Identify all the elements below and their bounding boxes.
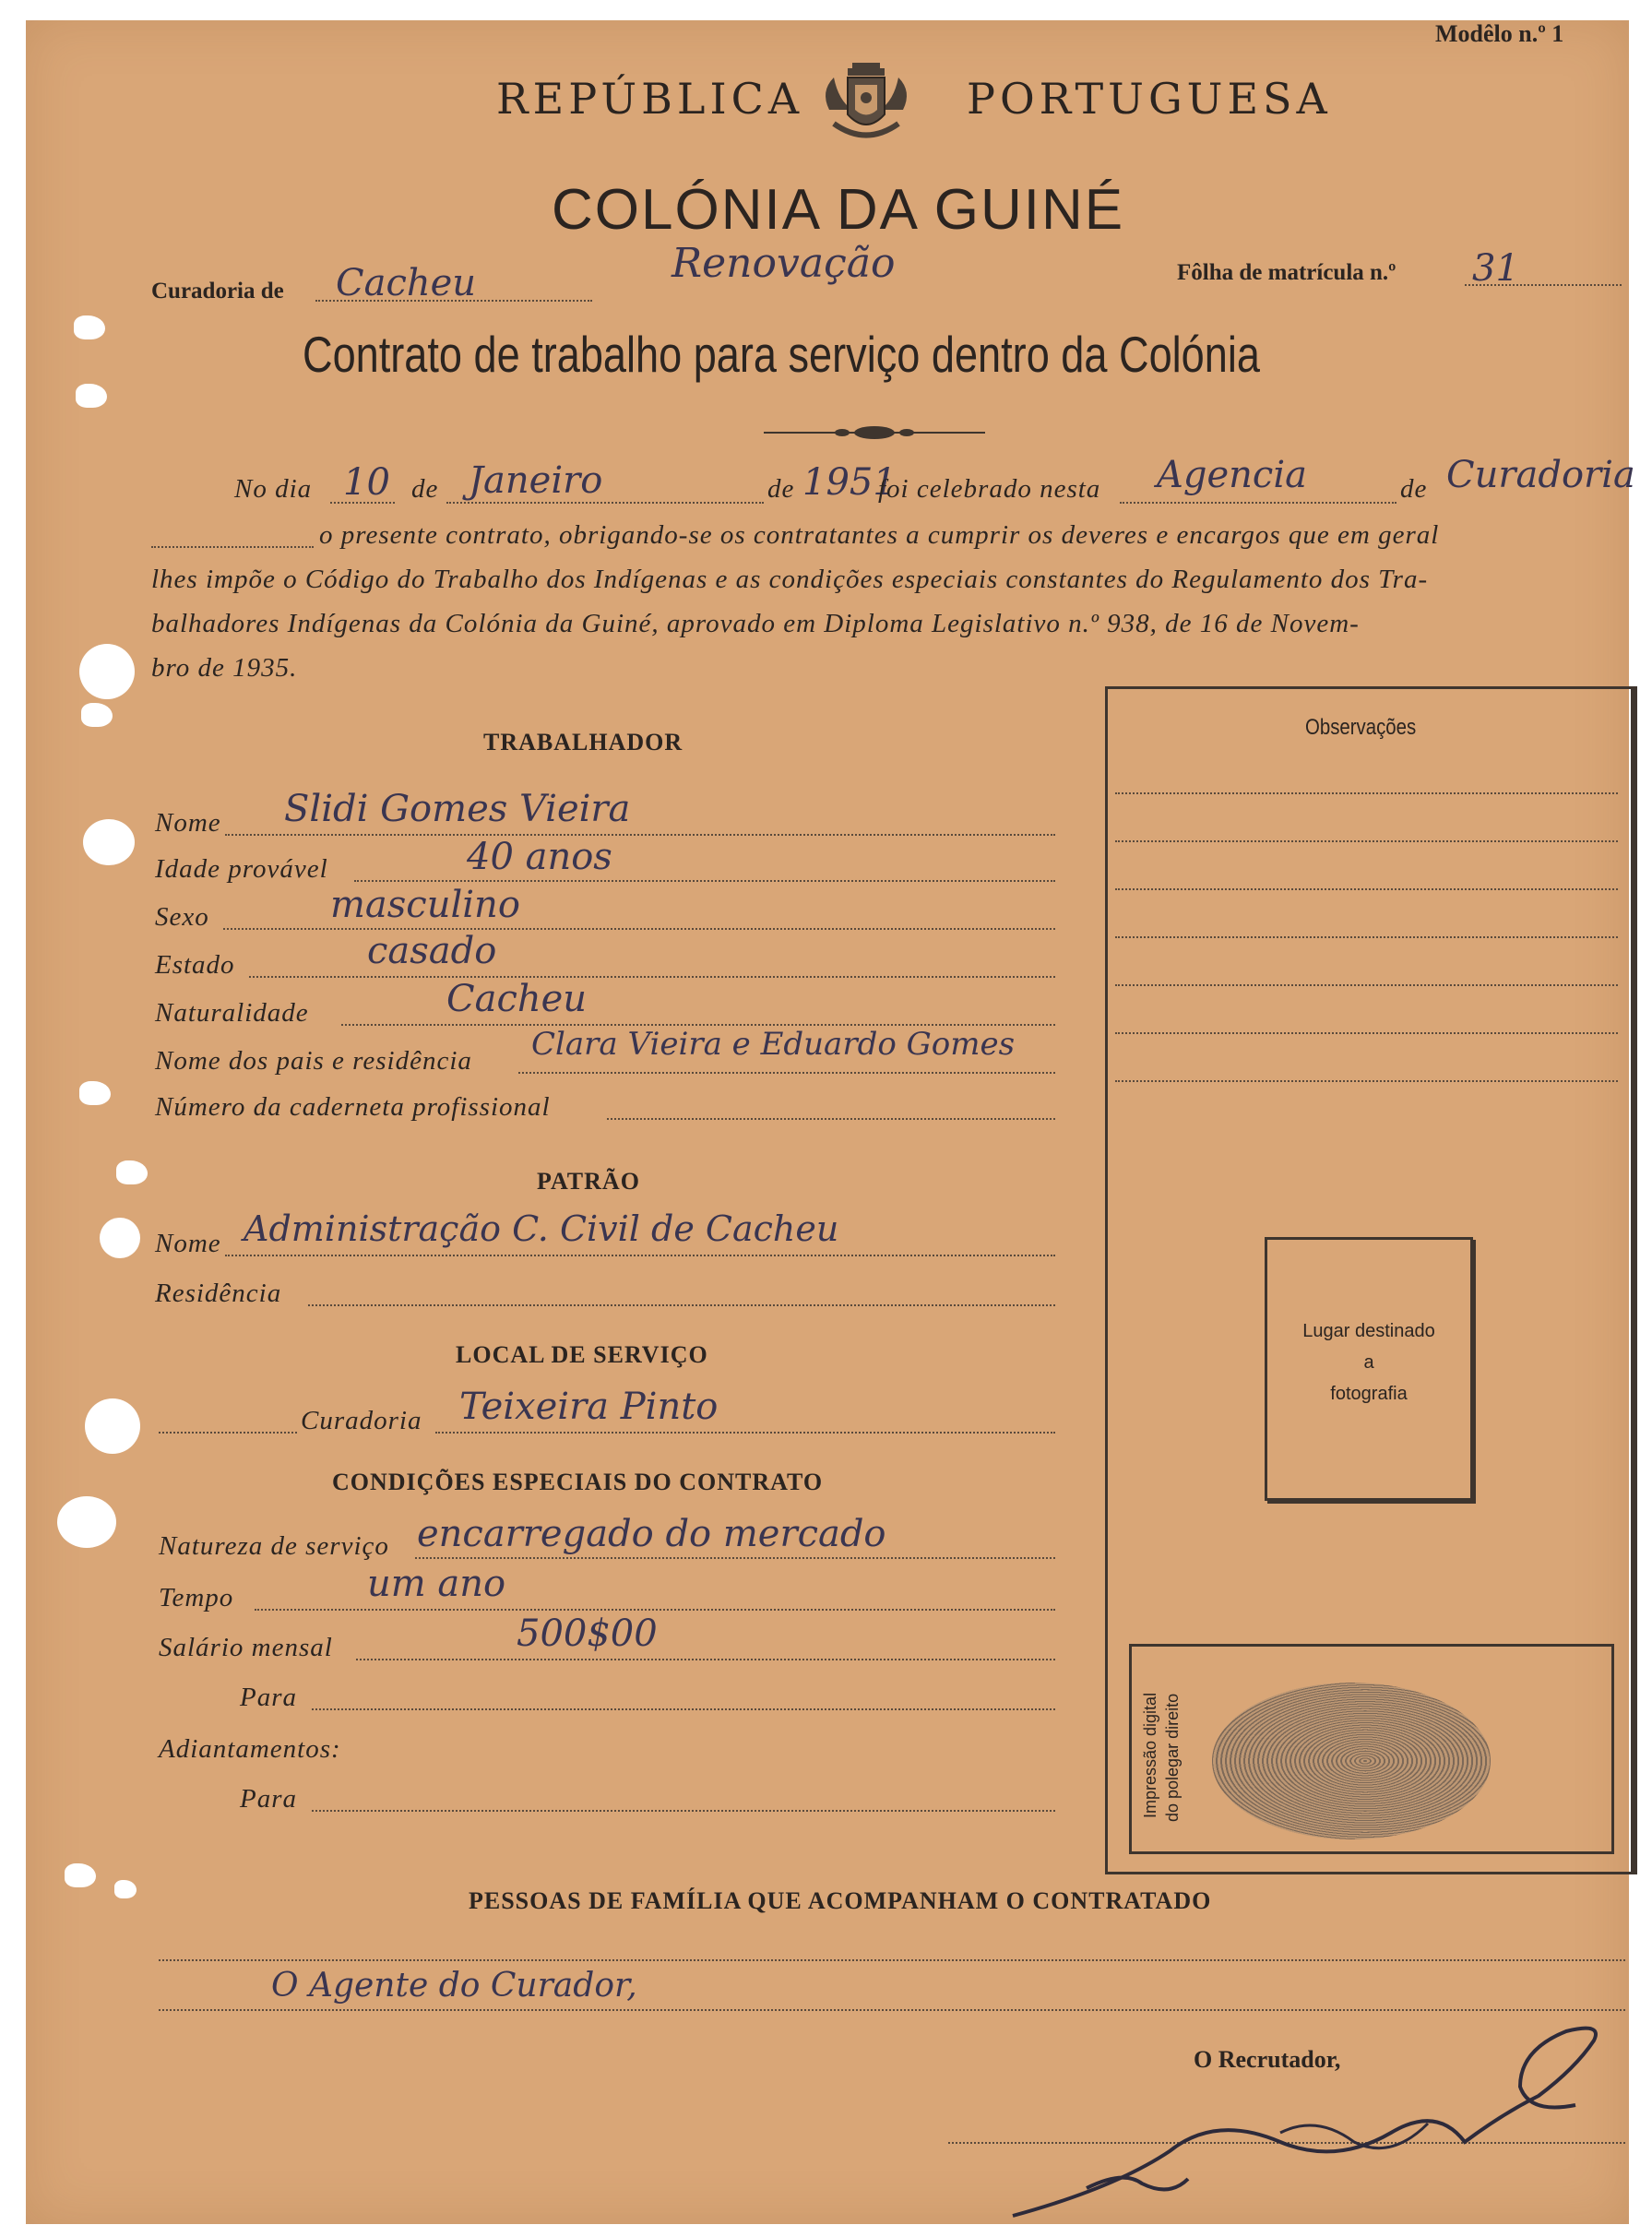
contract-title: Contrato de trabalho para serviço dentro da Colónia [303,326,1260,383]
observacoes-heading: Observações [1305,715,1417,740]
intro-de: de [1400,474,1428,504]
renovacao-note: Renovação [671,240,896,287]
tempo-label: Tempo [159,1583,234,1612]
dotted-line [308,1304,1055,1306]
natureza-value: encarregado do mercado [417,1513,886,1555]
familia-note: O Agente do Curador, [271,1967,637,2005]
dotted-line [1115,936,1618,938]
local2-value: Curadoria [1446,454,1635,496]
patrao-heading: PATRÃO [537,1168,640,1195]
dotted-line [435,1432,1055,1434]
punch-hole [74,315,105,339]
dotted-line [607,1118,1055,1120]
dotted-line [1120,502,1396,504]
punch-hole [114,1880,137,1898]
portuguesa-text: PORTUGUESA [967,74,1332,124]
dotted-line [1115,888,1618,890]
dotted-line [225,1255,1055,1256]
punch-hole [79,644,135,699]
dotted-line [1115,840,1618,842]
intro-line-2: o presente contrato, obrigando-se os contratantes a cumprir os deveres e encargos que em geral [319,520,1440,550]
para1-label: Para [240,1683,297,1712]
ornament-divider [764,419,985,446]
punch-hole [81,703,113,727]
recruiter-signature [1004,2004,1631,2225]
caderneta-label: Número da caderneta profissional [155,1092,551,1122]
patrao-nome-label: Nome [155,1229,221,1258]
pais-label: Nome dos pais e residência [155,1046,472,1076]
dotted-line [151,546,314,548]
idade-label: Idade provável [155,854,328,884]
nome-value: Slidi Gomes Vieira [284,788,631,830]
idade-value: 40 anos [467,836,612,878]
photo-label-line1: Lugar destinado [1302,1321,1435,1341]
dotted-line [1115,1080,1618,1082]
fingerprint-image [1212,1683,1491,1839]
tempo-value: um ano [367,1563,506,1605]
dotted-line [159,1959,1625,1961]
trabalhador-heading: TRABALHADOR [483,729,683,756]
local-servico-heading: LOCAL DE SERVIÇO [456,1341,708,1368]
condicoes-heading: CONDIÇÕES ESPECIAIS DO CONTRATO [332,1469,824,1495]
residencia-label: Residência [155,1279,282,1308]
folha-label: Fôlha de matrícula n.º [1177,260,1396,285]
punch-hole [65,1863,96,1887]
dotted-line [255,1609,1055,1611]
fingerprint-label-line1: Impressão digital [1141,1692,1159,1818]
nome-label: Nome [155,808,221,838]
photo-label-line3: fotografia [1330,1384,1408,1404]
dotted-line [356,1659,1055,1660]
dotted-line [223,928,1055,930]
patrao-nome-value: Administração C. Civil de Cacheu [244,1208,839,1249]
model-number: Modêlo n.º 1 [1435,20,1564,47]
colonia-title: COLÓNIA DA GUINÉ [552,178,1125,242]
estado-value: casado [367,930,497,972]
curadoria-value: Cacheu [336,262,477,304]
photo-label-line2: a [1363,1352,1374,1373]
curadoria-label: Curadoria de [151,279,284,303]
intro-line-3: lhes impõe o Código do Trabalho dos Indígenas e as condições especiais constantes do Regulamento dos Tra- [151,565,1429,594]
intro-de: de [767,474,795,504]
local-value: Agencia [1157,454,1307,496]
intro-line-4: balhadores Indígenas da Colónia da Guiné, aprovado em Diploma Legislativo n.º 938, de 16 de Novem- [151,609,1360,638]
punch-hole [57,1496,116,1548]
salario-value: 500$00 [517,1612,658,1655]
naturalidade-label: Naturalidade [155,998,309,1028]
dotted-line [249,976,1055,978]
dotted-line [1115,1032,1618,1034]
dotted-line [225,834,1055,836]
republica-text: REPÚBLICA [496,74,804,124]
folha-value: 31 [1472,247,1519,290]
dotted-line [415,1557,1055,1559]
naturalidade-value: Cacheu [446,978,588,1020]
recrutador-label: O Recrutador, [1194,2046,1341,2073]
fingerprint-label-line2: do polegar direito [1163,1693,1182,1822]
salario-label: Salário mensal [159,1633,333,1662]
punch-hole [100,1218,140,1258]
intro-no-dia: No dia [234,474,313,504]
dotted-line [518,1072,1055,1074]
punch-hole [85,1398,140,1454]
familia-heading: PESSOAS DE FAMÍLIA QUE ACOMPANHAM O CONTRATADO [469,1887,1212,1914]
punch-hole [116,1160,148,1184]
document-sheet [26,20,1635,2224]
dotted-line [1115,984,1618,986]
intro-line-5: bro de 1935. [151,653,298,683]
estado-label: Estado [155,950,235,980]
punch-hole [79,1081,111,1105]
adiantamentos-label: Adiantamentos: [159,1734,341,1764]
sexo-value: masculino [330,884,520,926]
dotted-line [312,1810,1055,1812]
ano-value: 1951 [802,461,897,504]
punch-hole [83,819,135,865]
photo-placeholder-box [1265,1237,1473,1501]
intro-de: de [411,474,439,504]
sexo-label: Sexo [155,902,209,932]
dotted-line [446,502,764,504]
dotted-line [354,880,1055,882]
local-curadoria-value: Teixeira Pinto [459,1386,719,1428]
coat-of-arms-emblem [815,59,917,151]
dia-value: 10 [343,461,390,504]
para2-label: Para [240,1784,297,1814]
dotted-line [1115,792,1618,794]
pais-value: Clara Vieira e Eduardo Gomes [531,1026,1016,1063]
intro-foi-celebrado: foi celebrado nesta [878,474,1101,504]
local-curadoria-label: Curadoria [301,1406,422,1435]
mes-value: Janeiro [469,459,603,502]
natureza-label: Natureza de serviço [159,1531,389,1561]
dotted-line [312,1708,1055,1710]
dotted-line [159,1432,297,1434]
punch-hole [76,384,107,408]
